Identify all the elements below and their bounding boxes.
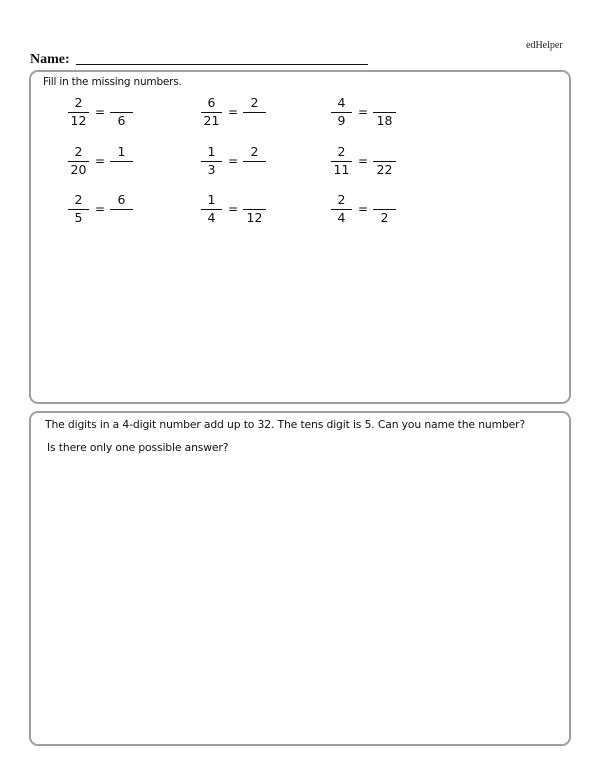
fraction-problem xyxy=(68,96,168,136)
numerator: 6 xyxy=(207,95,216,110)
answer-bar xyxy=(110,161,133,162)
numerator: 1 xyxy=(207,144,216,159)
numerator: 2 xyxy=(337,192,346,207)
word-problem-section xyxy=(29,411,571,746)
denominator: 3 xyxy=(207,162,216,177)
given-fraction xyxy=(201,145,222,178)
equals-sign: = xyxy=(228,202,239,216)
answer-denominator[interactable]: 12 xyxy=(246,210,263,225)
denominator: 4 xyxy=(207,210,216,225)
numerator: 2 xyxy=(74,144,83,159)
brand-label: edHelper xyxy=(526,40,563,51)
answer-bar xyxy=(110,209,133,210)
equals-sign: = xyxy=(228,105,239,119)
answer-fraction[interactable] xyxy=(373,145,396,178)
answer-fraction[interactable] xyxy=(110,145,133,178)
answer-numerator[interactable] xyxy=(373,145,396,160)
answer-numerator[interactable] xyxy=(373,96,396,111)
answer-fraction[interactable] xyxy=(110,193,133,226)
fraction-problem xyxy=(201,96,301,136)
answer-denominator[interactable] xyxy=(243,114,266,129)
equals-sign: = xyxy=(95,154,106,168)
instruction-text: Fill in the missing numbers. xyxy=(43,76,182,88)
given-fraction xyxy=(331,96,352,129)
answer-numerator[interactable] xyxy=(243,193,266,208)
answer-numerator[interactable]: 2 xyxy=(250,144,259,159)
given-fraction xyxy=(68,193,89,226)
denominator: 12 xyxy=(70,113,87,128)
fraction-problem xyxy=(201,193,301,233)
fractions-section xyxy=(29,70,571,404)
answer-numerator[interactable] xyxy=(373,193,396,208)
numerator: 4 xyxy=(337,95,346,110)
answer-denominator[interactable] xyxy=(110,163,133,178)
equals-sign: = xyxy=(228,154,239,168)
equals-sign: = xyxy=(358,105,369,119)
name-field[interactable] xyxy=(76,64,368,65)
fraction-problem xyxy=(68,193,168,233)
given-fraction xyxy=(68,96,89,129)
denominator: 21 xyxy=(203,113,220,128)
fraction-problem xyxy=(331,145,431,185)
denominator: 9 xyxy=(337,113,346,128)
fraction-problem xyxy=(68,145,168,185)
given-fraction xyxy=(201,96,222,129)
answer-denominator[interactable]: 18 xyxy=(376,113,393,128)
equals-sign: = xyxy=(95,105,106,119)
answer-denominator[interactable] xyxy=(243,163,266,178)
answer-fraction[interactable] xyxy=(373,193,396,226)
equals-sign: = xyxy=(358,154,369,168)
answer-fraction[interactable] xyxy=(243,96,266,129)
question-line-2: Is there only one possible answer? xyxy=(47,441,229,454)
answer-numerator[interactable]: 6 xyxy=(117,192,126,207)
answer-denominator[interactable] xyxy=(110,211,133,226)
numerator: 1 xyxy=(207,192,216,207)
given-fraction xyxy=(331,193,352,226)
answer-denominator[interactable]: 2 xyxy=(380,210,389,225)
denominator: 20 xyxy=(70,162,87,177)
answer-numerator[interactable]: 2 xyxy=(250,95,259,110)
fraction-problem xyxy=(331,193,431,233)
given-fraction xyxy=(331,145,352,178)
numerator: 2 xyxy=(337,144,346,159)
question-line-1: The digits in a 4-digit number add up to 32. The tens digit is 5. Can you name the number? xyxy=(45,418,526,431)
answer-bar xyxy=(243,161,266,162)
denominator: 4 xyxy=(337,210,346,225)
numerator: 2 xyxy=(74,192,83,207)
answer-fraction[interactable] xyxy=(110,96,133,129)
fraction-problem xyxy=(331,96,431,136)
denominator: 11 xyxy=(333,162,350,177)
given-fraction xyxy=(68,145,89,178)
equals-sign: = xyxy=(358,202,369,216)
given-fraction xyxy=(201,193,222,226)
numerator: 2 xyxy=(74,95,83,110)
answer-denominator[interactable]: 6 xyxy=(117,113,126,128)
fraction-problem xyxy=(201,145,301,185)
answer-numerator[interactable] xyxy=(110,96,133,111)
answer-numerator[interactable]: 1 xyxy=(117,144,126,159)
answer-fraction[interactable] xyxy=(243,193,266,226)
answer-bar xyxy=(243,112,266,113)
equals-sign: = xyxy=(95,202,106,216)
answer-denominator[interactable]: 22 xyxy=(376,162,393,177)
denominator: 5 xyxy=(74,210,83,225)
answer-fraction[interactable] xyxy=(373,96,396,129)
name-label: Name: xyxy=(30,52,70,67)
answer-fraction[interactable] xyxy=(243,145,266,178)
